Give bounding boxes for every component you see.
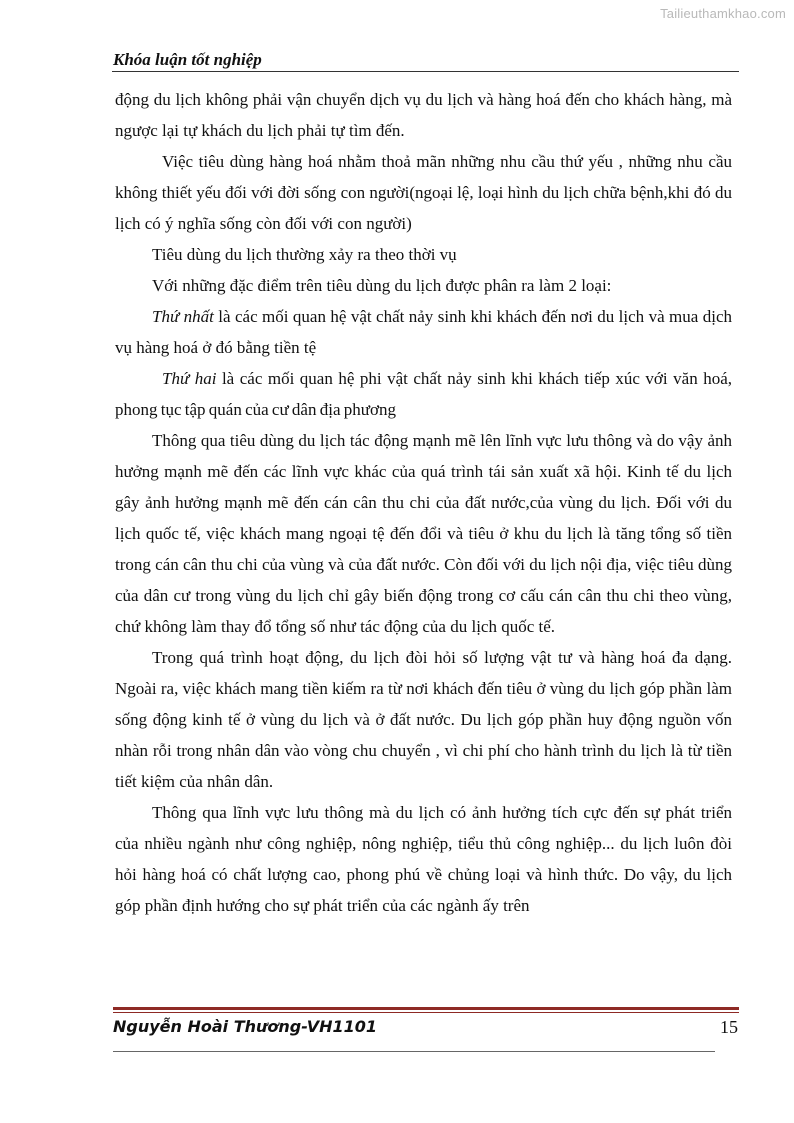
paragraph-type-two (115, 363, 732, 425)
paragraph: Việc tiêu dùng hàng hoá nhằm thoả mãn những nhu cầu thứ yếu , những nhu cầu không thiết yếu đối với đời sống con người(ngoại lệ, loại hình du lịch chữa bệnh,khi đó du lịch có ý nghĩa sống còn đối với con người) (115, 152, 732, 233)
paragraph-continuation: động du lịch không phải vận chuyển dịch vụ du lịch và hàng hoá đến cho khách hàng, mà ngược lại tự khách du lịch phải tự tìm đến. (115, 90, 732, 140)
paragraph-text: là các mối quan hệ vật chất nảy sinh khi khách đến nơi du lịch và mua dịch vụ hàng hoá ở đó bằng tiền tệ (115, 307, 732, 357)
paragraph: Với những đặc điểm trên tiêu dùng du lịch được phân ra làm 2 loại: (152, 276, 612, 295)
page-number: 15 (720, 1017, 738, 1037)
paragraph: Thông qua tiêu dùng du lịch tác động mạnh mẽ lên lĩnh vực lưu thông và do vậy ảnh hưởng mạnh mẽ đến các lĩnh vực khác của quá trình tái sản xuất xã hội. Kinh tế du lịch gây ảnh hưởng mạnh mẽ đến cán cân thu chi của đất nước,của vùng du lịch. Đối với du lịch quốc tế, việc khách mang ngoại tệ đến đổi và tiêu ở khu du lịch là tăng tổng số tiền trong cán cân thu chi của vùng và của đất nước. Còn đối với du lịch nội địa, việc tiêu dùng của dân cư trong vùng du lịch chỉ gây biến động trong cơ cấu cán cân thu chi theo vùng, chứ không làm thay đổ tổng số như tác động của du lịch quốc tế. (115, 431, 732, 636)
paragraph: Tiêu dùng du lịch thường xảy ra theo thời vụ (152, 245, 457, 264)
paragraph: Trong quá trình hoạt động, du lịch đòi hỏi số lượng vật tư và hàng hoá đa dạng. Ngoài ra, việc khách mang tiền kiếm ra từ nơi khách đến tiêu ở vùng du lịch góp phần làm sống động kinh tế ở vùng du lịch và ở đất nước. Du lịch góp phần huy động nguồn vốn nhàn rỗi trong nhân dân vào vòng chu chuyển , vì chi phí cho hành trình du lịch là từ tiền tiết kiệm của nhân dân. (115, 648, 732, 791)
footer-author: Nguyễn Hoài Thương-VH1101 (113, 1017, 378, 1036)
page-header-title: Khóa luận tốt nghiệp (113, 50, 262, 69)
header-divider (112, 71, 739, 72)
paragraph-type-one (115, 301, 732, 363)
document-body (115, 84, 732, 921)
footer-divider-thin (113, 1012, 739, 1013)
footer-divider-thick (113, 1007, 739, 1010)
footer-bottom-divider (113, 1051, 715, 1052)
paragraph-text: là các mối quan hệ phi vật chất nảy sinh khi khách tiếp xúc với văn hoá, phong tục tập quán của cư dân địa phương (115, 369, 732, 419)
emphasis-label: Thứ hai (162, 369, 217, 388)
paragraph: Thông qua lĩnh vực lưu thông mà du lịch có ảnh hưởng tích cực đến sự phát triển của nhiều ngành như công nghiệp, nông nghiệp, tiểu thủ công nghiệp... du lịch luôn đòi hỏi hàng hoá có chất lượng cao, phong phú về chủng loại và hình thức. Do vậy, du lịch góp phần định hướng cho sự phát triển của các ngành ấy trên (115, 803, 732, 915)
watermark-text: Tailieuthamkhao.com (660, 6, 786, 21)
emphasis-label: Thứ nhất (152, 307, 214, 326)
